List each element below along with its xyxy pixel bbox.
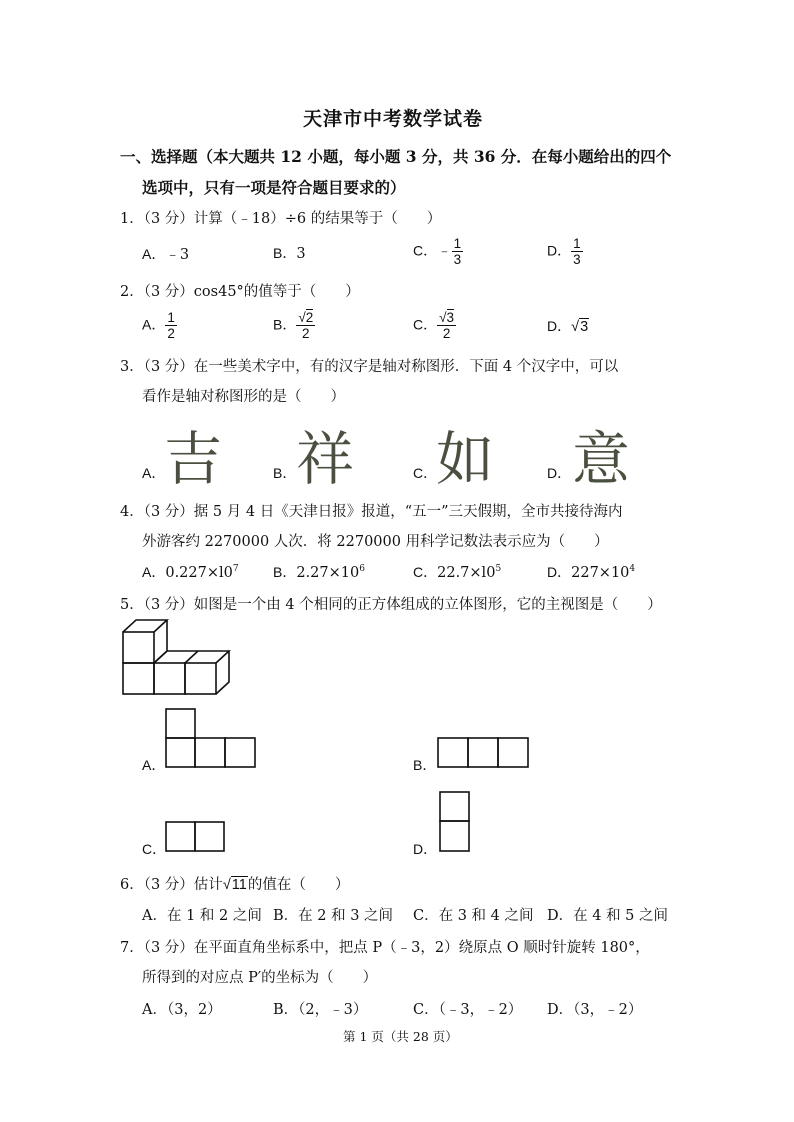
q5-option-c-label: C． <box>142 841 167 857</box>
q3-option-b-label: B． <box>273 465 297 481</box>
q5-option-c-figure <box>165 821 225 852</box>
q5-option-a-figure <box>165 708 257 768</box>
q1-option-a: A．﹣3 <box>142 246 190 263</box>
section-heading-line1: 一、选择题（本大题共 12 小题，每小题 3 分，共 36 分．在每小题给出的四个 <box>120 147 672 166</box>
fraction: $\frac{1}{3}$ <box>573 236 581 267</box>
q2-option-d: D．√3 <box>547 318 589 335</box>
fraction: $\frac{√3}{2}$ <box>439 310 455 341</box>
q7-option-c: C．（﹣3，﹣2） <box>413 1002 523 1018</box>
q1-option-b: B．3 <box>273 245 306 262</box>
question-4-stem-line2: 外游客约 2270000 人次．将 2270000 用科学记数法表示应为（ ） <box>142 534 609 550</box>
cube-face <box>123 663 154 694</box>
q4-option-d: D．$227\times 10^4$ <box>547 564 636 581</box>
cube-face <box>185 663 216 694</box>
q5-option-d-label: D． <box>413 841 438 857</box>
question-1-stem: 1．（3 分）计算（﹣18）÷6 的结果等于（ ） <box>120 211 442 227</box>
q2-option-a: A． $\frac{1}{2}$ <box>142 310 175 341</box>
question-2-stem: 2．（3 分）cos45°的值等于（ ） <box>120 284 360 300</box>
q3-option-c-label: C． <box>413 465 438 481</box>
q6-option-d: D．在 4 和 5 之间 <box>547 908 669 924</box>
q1-option-c: C．﹣ $\frac{1}{3}$ <box>413 236 462 267</box>
q4-option-a: A．$0.227\times l0^7$ <box>142 564 239 581</box>
q3-option-a-character: 吉 <box>164 425 223 493</box>
cube-stack-figure <box>118 616 234 700</box>
fraction: $\frac{1}{2}$ <box>167 310 175 341</box>
q3-option-d-label: D． <box>547 465 572 481</box>
q6-option-c: C．在 3 和 4 之间 <box>413 908 534 924</box>
square-root: √3 <box>571 319 589 335</box>
square-root: √11 <box>222 877 247 893</box>
q1-option-d: D． $\frac{1}{3}$ <box>547 236 581 267</box>
q6-option-b: B．在 2 和 3 之间 <box>273 908 394 924</box>
page-footer: 第 1 页（共 28 页） <box>343 1029 458 1044</box>
q3-option-d-character: 意 <box>572 425 631 493</box>
q6-option-a: A．在 1 和 2 之间 <box>142 908 262 924</box>
question-6-stem: 6．（3 分）估计√11的值在（ ） <box>120 877 350 893</box>
fraction: $\frac{√2}{2}$ <box>298 310 314 341</box>
q5-option-d-figure <box>439 791 470 852</box>
question-5-stem: 5．（3 分）如图是一个由 4 个相同的正方体组成的立体图形，它的主视图是（ ） <box>120 597 662 613</box>
fraction: $\frac{1}{3}$ <box>453 236 462 267</box>
q7-option-d: D．（3，﹣2） <box>547 1002 643 1018</box>
question-7-stem-line2: 所得到的对应点 P′的坐标为（ ） <box>142 970 378 986</box>
section-heading-line2: 选项中，只有一项是符合题目要求的） <box>142 178 406 197</box>
q3-option-b-character: 祥 <box>296 425 355 493</box>
cube-face <box>123 632 154 663</box>
q7-option-b: B．（2，﹣3） <box>273 1002 368 1018</box>
q5-option-b-figure <box>437 737 529 768</box>
page-title: 天津市中考数学试卷 <box>303 108 484 130</box>
q5-option-a-label: A． <box>142 757 166 773</box>
q3-option-a-label: A． <box>142 465 166 481</box>
q5-option-b-label: B． <box>413 757 437 773</box>
q3-option-c-character: 如 <box>436 425 495 493</box>
question-3-stem-line1: 3．（3 分）在一些美术字中，有的汉字是轴对称图形．下面 4 个汉字中，可以 <box>120 359 619 375</box>
question-7-stem-line1: 7．（3 分）在平面直角坐标系中，把点 P（﹣3，2）绕原点 O 顺时针旋转 180°， <box>120 940 650 956</box>
q2-option-c: C． $\frac{√3}{2}$ <box>413 310 455 341</box>
q4-option-c: C．$22.7\times l0^5$ <box>413 564 502 581</box>
cube-face <box>154 663 185 694</box>
q7-option-a: A．（3，2） <box>142 1002 222 1018</box>
q2-option-b: B． $\frac{√2}{2}$ <box>273 310 314 341</box>
question-4-stem-line1: 4．（3 分）据 5 月 4 日《天津日报》报道，“五一”三天假期，全市共接待海内 <box>120 504 623 520</box>
q4-option-b: B．$2.27\times 10^6$ <box>273 564 365 581</box>
question-3-stem-line2: 看作是轴对称图形的是（ ） <box>142 389 345 405</box>
